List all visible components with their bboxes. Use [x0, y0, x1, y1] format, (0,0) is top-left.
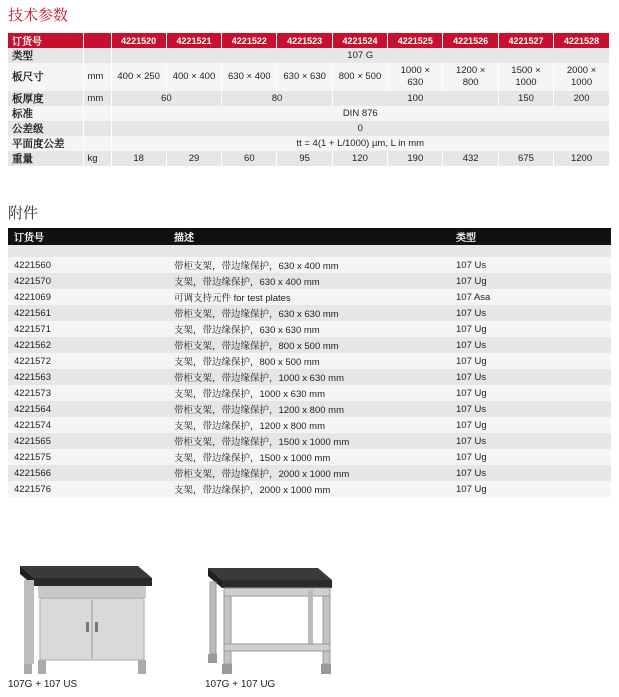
stand-frame-top — [38, 586, 146, 598]
type-cell: 107 Us — [450, 433, 611, 449]
table-row — [8, 289, 611, 305]
col-header: 4221527 — [498, 33, 553, 48]
frame-stand-image — [200, 560, 340, 680]
tech-spec-table — [8, 33, 609, 166]
col-header: 4221528 — [554, 33, 609, 48]
standard-label: 标准 — [8, 106, 83, 121]
table-row — [8, 321, 611, 337]
type-label: 类型 — [8, 48, 83, 63]
order-number-cell: 4221574 — [8, 417, 168, 433]
flatness-label: 平面度公差 — [8, 136, 83, 151]
acc-header-type: 类型 — [450, 228, 611, 245]
order-number-header: 订货号 — [8, 33, 83, 48]
order-number-cell: 4221563 — [8, 369, 168, 385]
standard-unit — [83, 106, 111, 121]
type-cell: 107 Us — [450, 465, 611, 481]
size-cell: 1500 × 1000 — [498, 63, 553, 91]
tolerance-value: 0 — [111, 121, 609, 136]
stand-foot — [24, 664, 32, 674]
table-row — [8, 337, 611, 353]
type-cell: 107 Ug — [450, 321, 611, 337]
type-cell: 107 Us — [450, 337, 611, 353]
table-row — [8, 481, 611, 497]
type-cell: 107 Ug — [450, 449, 611, 465]
frame-foot — [208, 654, 217, 663]
type-cell: 107 Ug — [450, 385, 611, 401]
door-handle — [86, 622, 89, 632]
order-number-cell: 4221573 — [8, 385, 168, 401]
table-row — [8, 385, 611, 401]
granite-plate-top — [20, 566, 152, 578]
weight-cell: 1200 — [554, 151, 609, 166]
description-cell: 带柜支架，带边缘保护，1200 x 800 mm — [168, 401, 450, 417]
description-cell: 带柜支架，带边缘保护，630 x 630 mm — [168, 305, 450, 321]
description-cell: 支架，带边缘保护，630 x 400 mm — [168, 273, 450, 289]
order-number-cell: 4221069 — [8, 289, 168, 305]
col-header: 4221523 — [277, 33, 332, 48]
weight-cell: 29 — [166, 151, 221, 166]
tolerance-unit — [83, 121, 111, 136]
flatness-value: tt = 4(1 + L/1000) µm, L in mm — [111, 136, 609, 151]
col-header: 4221520 — [111, 33, 166, 48]
table-row — [8, 257, 611, 273]
size-cell: 1200 × 800 — [443, 63, 498, 91]
stand-leg — [24, 580, 34, 664]
thickness-cell: 150 — [498, 91, 553, 106]
granite-plate-front — [222, 580, 332, 588]
table-row — [8, 273, 611, 289]
thickness-cell: 80 — [222, 91, 333, 106]
description-cell: 支架，带边缘保护，800 x 500 mm — [168, 353, 450, 369]
accessories-header-row — [8, 228, 611, 245]
description-cell: 支架，带边缘保护，630 x 630 mm — [168, 321, 450, 337]
thickness-cell: 60 — [111, 91, 222, 106]
accessories-table — [8, 228, 611, 497]
weight-label: 重量 — [8, 151, 83, 166]
thickness-cell: 200 — [554, 91, 609, 106]
weight-cell: 432 — [443, 151, 498, 166]
table-row — [8, 465, 611, 481]
description-cell: 可调支持元件 for test plates — [168, 289, 450, 305]
table-row — [8, 369, 611, 385]
type-value: 107 G — [111, 48, 609, 63]
frame-leg — [308, 590, 313, 650]
table-row — [8, 401, 611, 417]
weight-cell: 120 — [332, 151, 387, 166]
stand-foot — [138, 660, 146, 674]
size-cell: 2000 × 1000 — [554, 63, 609, 91]
frame-foot — [321, 664, 331, 674]
size-unit: mm — [83, 63, 111, 91]
frame-leg — [210, 582, 216, 654]
size-cell: 630 × 630 — [277, 63, 332, 91]
description-cell: 支架，带边缘保护，1200 x 800 mm — [168, 417, 450, 433]
flatness-unit — [83, 136, 111, 151]
description-cell: 带柜支架，带边缘保护，630 x 400 mm — [168, 257, 450, 273]
col-header: 4221526 — [443, 33, 498, 48]
order-number-cell: 4221562 — [8, 337, 168, 353]
description-cell: 支架，带边缘保护，1500 x 1000 mm — [168, 449, 450, 465]
order-number-cell: 4221565 — [8, 433, 168, 449]
table-row — [8, 305, 611, 321]
tech-header-row — [8, 33, 609, 48]
thickness-cell: 100 — [332, 91, 498, 106]
frame-bottom-rail — [224, 644, 330, 651]
order-number-cell: 4221571 — [8, 321, 168, 337]
size-row — [8, 63, 609, 91]
table-row — [8, 433, 611, 449]
type-unit — [83, 48, 111, 63]
order-number-cell: 4221576 — [8, 481, 168, 497]
flatness-row — [8, 136, 609, 151]
type-cell: 107 Ug — [450, 353, 611, 369]
col-header: 4221521 — [166, 33, 221, 48]
weight-row — [8, 151, 609, 166]
description-cell: 带柜支架，带边缘保护，2000 x 1000 mm — [168, 465, 450, 481]
table-row — [8, 417, 611, 433]
acc-header-description: 描述 — [168, 228, 450, 245]
order-number-cell: 4221560 — [8, 257, 168, 273]
type-cell: 107 Ug — [450, 417, 611, 433]
thickness-label: 板厚度 — [8, 91, 83, 106]
size-cell: 800 × 500 — [332, 63, 387, 91]
unit-header — [83, 33, 111, 48]
granite-plate-front — [34, 578, 152, 586]
type-cell: 107 Asa — [450, 289, 611, 305]
frame-foot — [222, 664, 232, 674]
weight-cell: 190 — [388, 151, 443, 166]
type-cell: 107 Us — [450, 369, 611, 385]
frame-top-rail — [224, 588, 330, 596]
stand-foot — [38, 660, 46, 674]
standard-value: DIN 876 — [111, 106, 609, 121]
thickness-row — [8, 91, 609, 106]
description-cell: 支架，带边缘保护，2000 x 1000 mm — [168, 481, 450, 497]
door-handle — [95, 622, 98, 632]
weight-cell: 95 — [277, 151, 332, 166]
tech-section-title: 技术参数 — [8, 7, 69, 24]
type-cell: 107 Us — [450, 401, 611, 417]
size-cell: 400 × 400 — [166, 63, 221, 91]
left-product-caption: 107G + 107 US — [8, 679, 78, 690]
weight-unit: kg — [83, 151, 111, 166]
frame-leg — [224, 596, 231, 664]
standard-row — [8, 106, 609, 121]
size-cell: 630 × 400 — [222, 63, 277, 91]
order-number-cell: 4221561 — [8, 305, 168, 321]
order-number-cell: 4221572 — [8, 353, 168, 369]
right-product-caption: 107G + 107 UG — [205, 679, 276, 690]
frame-leg — [323, 596, 330, 664]
order-number-cell: 4221564 — [8, 401, 168, 417]
weight-cell: 675 — [498, 151, 553, 166]
size-cell: 1000 × 630 — [388, 63, 443, 91]
size-cell: 400 × 250 — [111, 63, 166, 91]
acc-header-order: 订货号 — [8, 228, 168, 245]
type-cell: 107 Ug — [450, 481, 611, 497]
tolerance-label: 公差级 — [8, 121, 83, 136]
thickness-unit: mm — [83, 91, 111, 106]
description-cell: 带柜支架，带边缘保护，800 x 500 mm — [168, 337, 450, 353]
order-number-cell: 4221575 — [8, 449, 168, 465]
table-row — [8, 449, 611, 465]
size-label: 板尺寸 — [8, 63, 83, 91]
col-header: 4221524 — [332, 33, 387, 48]
col-header: 4221525 — [388, 33, 443, 48]
weight-cell: 60 — [222, 151, 277, 166]
type-cell: 107 Us — [450, 305, 611, 321]
cabinet-stand-image — [10, 560, 160, 680]
order-number-cell: 4221570 — [8, 273, 168, 289]
description-cell: 带柜支架，带边缘保护，1500 x 1000 mm — [168, 433, 450, 449]
granite-plate-top — [208, 568, 332, 580]
accessories-section-title: 附件 — [8, 205, 39, 222]
type-cell: 107 Ug — [450, 273, 611, 289]
spacer-row — [8, 245, 611, 257]
description-cell: 支架，带边缘保护，1000 x 630 mm — [168, 385, 450, 401]
description-cell: 带柜支架，带边缘保护，1000 x 630 mm — [168, 369, 450, 385]
weight-cell: 18 — [111, 151, 166, 166]
order-number-cell: 4221566 — [8, 465, 168, 481]
table-row — [8, 353, 611, 369]
col-header: 4221522 — [222, 33, 277, 48]
tolerance-row — [8, 121, 609, 136]
type-cell: 107 Us — [450, 257, 611, 273]
type-row — [8, 48, 609, 63]
